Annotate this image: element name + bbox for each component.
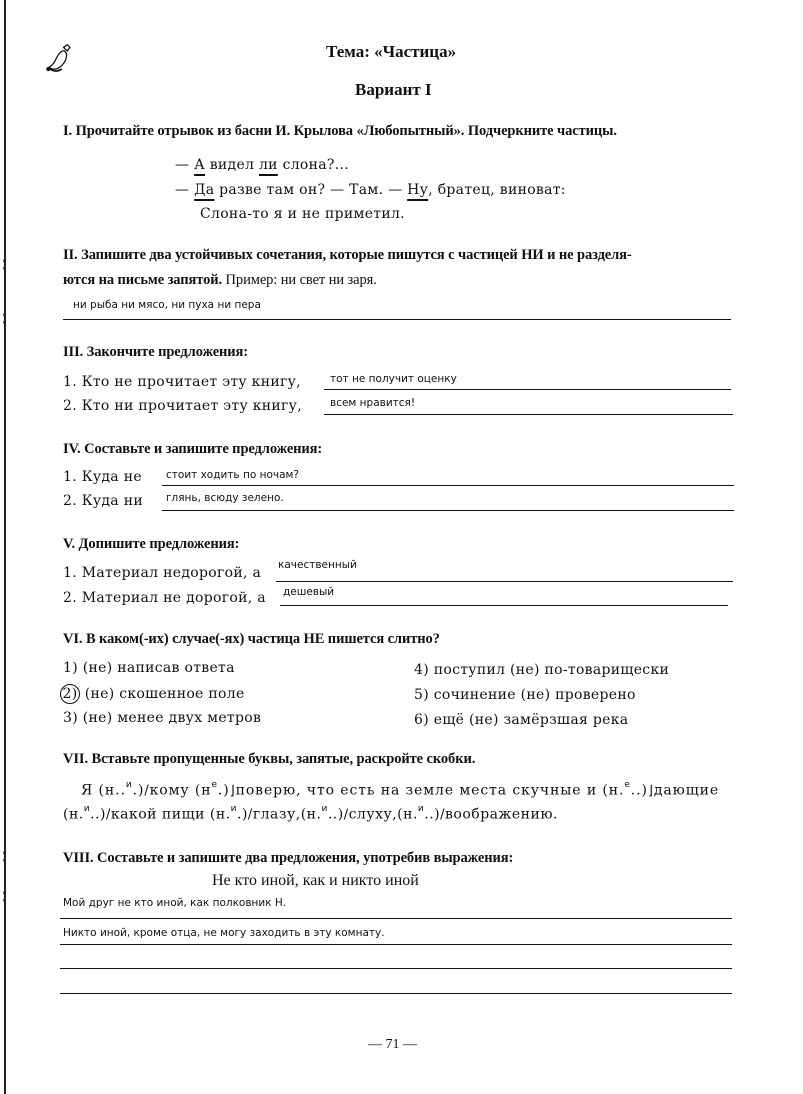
section-5-prompt-2: 2. Материал не дорогой, а bbox=[63, 590, 266, 606]
section-6-heading: VI. В каком(-их) случае(-ях) частица НЕ пишется слитно? bbox=[63, 631, 440, 647]
section-4-answer-1[interactable]: стоит ходить по ночам? bbox=[166, 469, 300, 481]
option-6[interactable]: 6) ещё (не) замёрзшая река bbox=[414, 712, 629, 728]
section-5-prompt-1: 1. Материал недорогой, а bbox=[63, 565, 262, 581]
section-3-prompt-1: 1. Кто не прочитает эту книгу, bbox=[63, 374, 301, 390]
page-left-edge bbox=[4, 0, 8, 1094]
fable-line-2: — Да разве там он? — Там. — Ну, братец, виноват: bbox=[175, 182, 566, 198]
answer-line bbox=[280, 605, 728, 606]
answer-line bbox=[60, 993, 732, 994]
particle-li: ли bbox=[258, 157, 278, 173]
option-4[interactable]: 4) поступил (не) по-товарищески bbox=[414, 662, 670, 678]
section-3-answer-2[interactable]: всем нравится! bbox=[330, 397, 416, 409]
particle-nu: Ну bbox=[407, 182, 429, 198]
section-3-answer-1[interactable]: тот не получит оценку bbox=[330, 373, 457, 385]
answer-line bbox=[324, 389, 731, 390]
section-2-heading-line-2: ются на письме запятой. Пример: ни свет ни заря. bbox=[63, 272, 377, 288]
section-8-answer-1[interactable]: Мой друг не кто иной, как полковник Н. bbox=[63, 897, 287, 909]
option-5[interactable]: 5) сочинение (не) проверено bbox=[414, 687, 636, 703]
section-8-expressions: Не кто иной, как и никто иной bbox=[212, 872, 419, 889]
answer-line bbox=[63, 319, 731, 320]
fable-line-3: Слона-то я и не приметил. bbox=[200, 206, 405, 222]
bell-icon bbox=[42, 42, 78, 78]
particle-a: А bbox=[194, 157, 205, 173]
section-2-heading-line-1: II. Запишите два устойчивых сочетания, которые пишутся с частицей НИ и не разделя- bbox=[63, 247, 632, 263]
section-8-answer-2[interactable]: Никто иной, кроме отца, не могу заходить в эту комнату. bbox=[63, 927, 385, 939]
option-2-selected[interactable]: 2) (не) скошенное поле bbox=[63, 684, 245, 704]
answer-line bbox=[60, 944, 732, 945]
section-4-prompt-2: 2. Куда ни bbox=[63, 493, 143, 509]
option-3[interactable]: 3) (не) менее двух метров bbox=[63, 710, 262, 726]
section-3-heading: III. Закончите предложения: bbox=[63, 344, 249, 360]
variant-title: Вариант I bbox=[355, 80, 432, 99]
answer-line bbox=[324, 414, 733, 415]
answer-line bbox=[60, 968, 732, 969]
section-7-line-1[interactable]: Я (н..$^и$.)/кому $(н^е.)⌋поверю$, что есть на земле места скучные и (н.$^е$..)⌋дающие bbox=[81, 780, 720, 799]
answer-line bbox=[60, 918, 732, 919]
section-5-heading: V. Допишите предложения: bbox=[63, 536, 240, 552]
answer-line bbox=[162, 510, 734, 511]
section-2-answer[interactable]: ни рыба ни мясо, ни пуха ни пера bbox=[73, 299, 261, 311]
selected-circle: 2) bbox=[60, 684, 80, 704]
section-1-heading: I. Прочитайте отрывок из басни И. Крылова «Любопытный». Подчеркните частицы. bbox=[63, 123, 617, 139]
option-1[interactable]: 1) (не) написав ответа bbox=[63, 660, 235, 676]
margin-tick: ⟩ bbox=[2, 258, 7, 271]
section-3-prompt-2: 2. Кто ни прочитает эту книгу, bbox=[63, 398, 302, 414]
section-7-line-2[interactable]: (н.$^и$..)/какой пищи (н.$^и$.)/глазу,(н.$^и$..)/слуху,(н.$^и$..)/воображению. bbox=[63, 804, 558, 823]
margin-tick: ⟩ bbox=[2, 850, 7, 863]
page-number: — 71 — bbox=[368, 1037, 417, 1052]
section-7-heading: VII. Вставьте пропущенные буквы, запятые, раскройте скобки. bbox=[63, 751, 476, 767]
section-8-heading: VIII. Составьте и запишите два предложения, употребив выражения: bbox=[63, 850, 514, 866]
section-5-answer-1[interactable]: качественный bbox=[278, 559, 357, 571]
answer-line bbox=[276, 581, 733, 582]
answer-line bbox=[162, 485, 734, 486]
section-4-answer-2[interactable]: глянь, всюду зелено. bbox=[166, 492, 284, 504]
section-4-prompt-1: 1. Куда не bbox=[63, 469, 142, 485]
margin-tick: ⟩ bbox=[2, 890, 7, 903]
section-4-heading: IV. Составьте и запишите предложения: bbox=[63, 441, 323, 457]
fable-line-1: — А видел ли слона?... bbox=[175, 157, 349, 173]
topic-title: Тема: «Частица» bbox=[326, 42, 457, 61]
particle-da: Да bbox=[194, 182, 215, 198]
section-5-answer-2[interactable]: дешевый bbox=[283, 586, 335, 598]
margin-tick: ⟩ bbox=[2, 312, 7, 325]
